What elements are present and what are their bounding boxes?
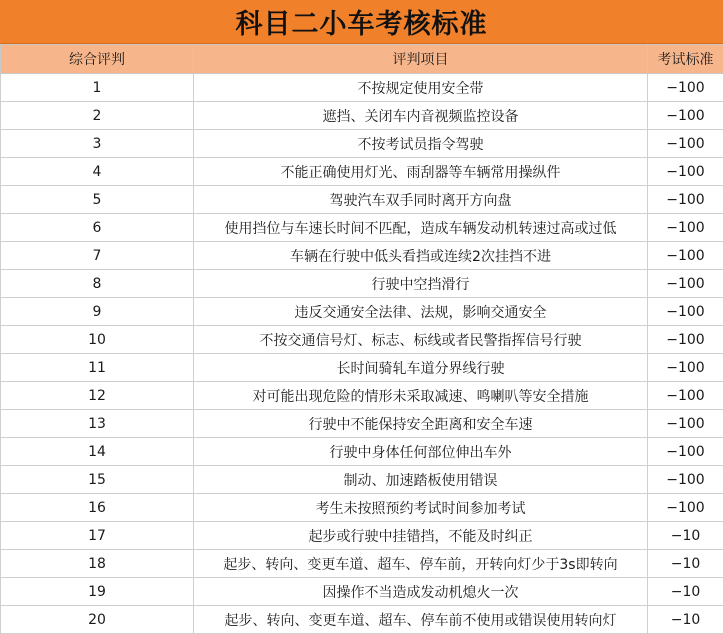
- row-score: −100: [648, 158, 723, 186]
- row-number: 15: [1, 466, 194, 494]
- row-number: 18: [1, 550, 194, 578]
- row-score: −100: [648, 326, 723, 354]
- row-item: 遮挡、关闭车内音视频监控设备: [194, 102, 648, 130]
- row-number: 5: [1, 186, 194, 214]
- row-score: −100: [648, 382, 723, 410]
- table-row: [1, 438, 723, 466]
- header-score: 考试标准: [648, 45, 723, 74]
- row-number: 12: [1, 382, 194, 410]
- row-number: 1: [1, 74, 194, 102]
- table-row: [1, 186, 723, 214]
- row-score: −100: [648, 130, 723, 158]
- row-number: 7: [1, 242, 194, 270]
- row-score: −100: [648, 354, 723, 382]
- row-item: 行驶中不能保持安全距离和安全车速: [194, 410, 648, 438]
- page-title: 科目二小车考核标准: [236, 2, 488, 41]
- table-row: [1, 214, 723, 242]
- table-row: [1, 466, 723, 494]
- row-item: 起步、转向、变更车道、超车、停车前不使用或错误使用转向灯: [194, 606, 648, 634]
- title-banner: [0, 0, 723, 44]
- table-row: [1, 410, 723, 438]
- row-score: −100: [648, 270, 723, 298]
- row-item: 不能正确使用灯光、雨刮器等车辆常用操纵件: [194, 158, 648, 186]
- row-score: −100: [648, 494, 723, 522]
- table-row: [1, 102, 723, 130]
- row-score: −100: [648, 74, 723, 102]
- table-row: [1, 522, 723, 550]
- row-item: 因操作不当造成发动机熄火一次: [194, 578, 648, 606]
- row-item: 起步或行驶中挂错挡，不能及时纠正: [194, 522, 648, 550]
- row-number: 20: [1, 606, 194, 634]
- row-item: 使用挡位与车速长时间不匹配，造成车辆发动机转速过高或过低: [194, 214, 648, 242]
- row-item: 不按考试员指令驾驶: [194, 130, 648, 158]
- row-number: 16: [1, 494, 194, 522]
- row-number: 2: [1, 102, 194, 130]
- row-score: −10: [648, 550, 723, 578]
- row-item: 起步、转向、变更车道、超车、停车前，开转向灯少于3s即转向: [194, 550, 648, 578]
- row-item: 车辆在行驶中低头看挡或连续2次挂挡不进: [194, 242, 648, 270]
- row-score: −100: [648, 214, 723, 242]
- table-row: [1, 242, 723, 270]
- row-score: −100: [648, 466, 723, 494]
- row-item: 长时间骑轧车道分界线行驶: [194, 354, 648, 382]
- row-number: 19: [1, 578, 194, 606]
- table-row: [1, 158, 723, 186]
- header-index: 综合评判: [1, 45, 194, 74]
- row-score: −100: [648, 186, 723, 214]
- table-row: [1, 606, 723, 634]
- table-row: [1, 550, 723, 578]
- row-item: 驾驶汽车双手同时离开方向盘: [194, 186, 648, 214]
- table-row: [1, 130, 723, 158]
- row-score: −100: [648, 298, 723, 326]
- criteria-table: [0, 44, 723, 634]
- row-score: −100: [648, 410, 723, 438]
- header-item: 评判项目: [194, 45, 648, 74]
- row-number: 9: [1, 298, 194, 326]
- row-number: 6: [1, 214, 194, 242]
- row-number: 3: [1, 130, 194, 158]
- header-row: [1, 45, 723, 74]
- row-score: −10: [648, 522, 723, 550]
- row-score: −10: [648, 578, 723, 606]
- table-row: [1, 578, 723, 606]
- row-item: 违反交通安全法律、法规，影响交通安全: [194, 298, 648, 326]
- row-number: 8: [1, 270, 194, 298]
- row-score: −10: [648, 606, 723, 634]
- row-number: 14: [1, 438, 194, 466]
- table-row: [1, 382, 723, 410]
- row-item: 不按交通信号灯、标志、标线或者民警指挥信号行驶: [194, 326, 648, 354]
- row-score: −100: [648, 438, 723, 466]
- row-score: −100: [648, 242, 723, 270]
- row-number: 11: [1, 354, 194, 382]
- table-row: [1, 298, 723, 326]
- row-item: 对可能出现危险的情形未采取减速、鸣喇叭等安全措施: [194, 382, 648, 410]
- row-item: 考生未按照预约考试时间参加考试: [194, 494, 648, 522]
- row-score: −100: [648, 102, 723, 130]
- row-number: 4: [1, 158, 194, 186]
- row-item: 行驶中身体任何部位伸出车外: [194, 438, 648, 466]
- row-item: 行驶中空挡滑行: [194, 270, 648, 298]
- table-row: [1, 494, 723, 522]
- row-number: 17: [1, 522, 194, 550]
- table-row: [1, 270, 723, 298]
- row-number: 10: [1, 326, 194, 354]
- table-row: [1, 354, 723, 382]
- row-number: 13: [1, 410, 194, 438]
- table-row: [1, 74, 723, 102]
- row-item: 制动、加速踏板使用错误: [194, 466, 648, 494]
- table-row: [1, 326, 723, 354]
- row-item: 不按规定使用安全带: [194, 74, 648, 102]
